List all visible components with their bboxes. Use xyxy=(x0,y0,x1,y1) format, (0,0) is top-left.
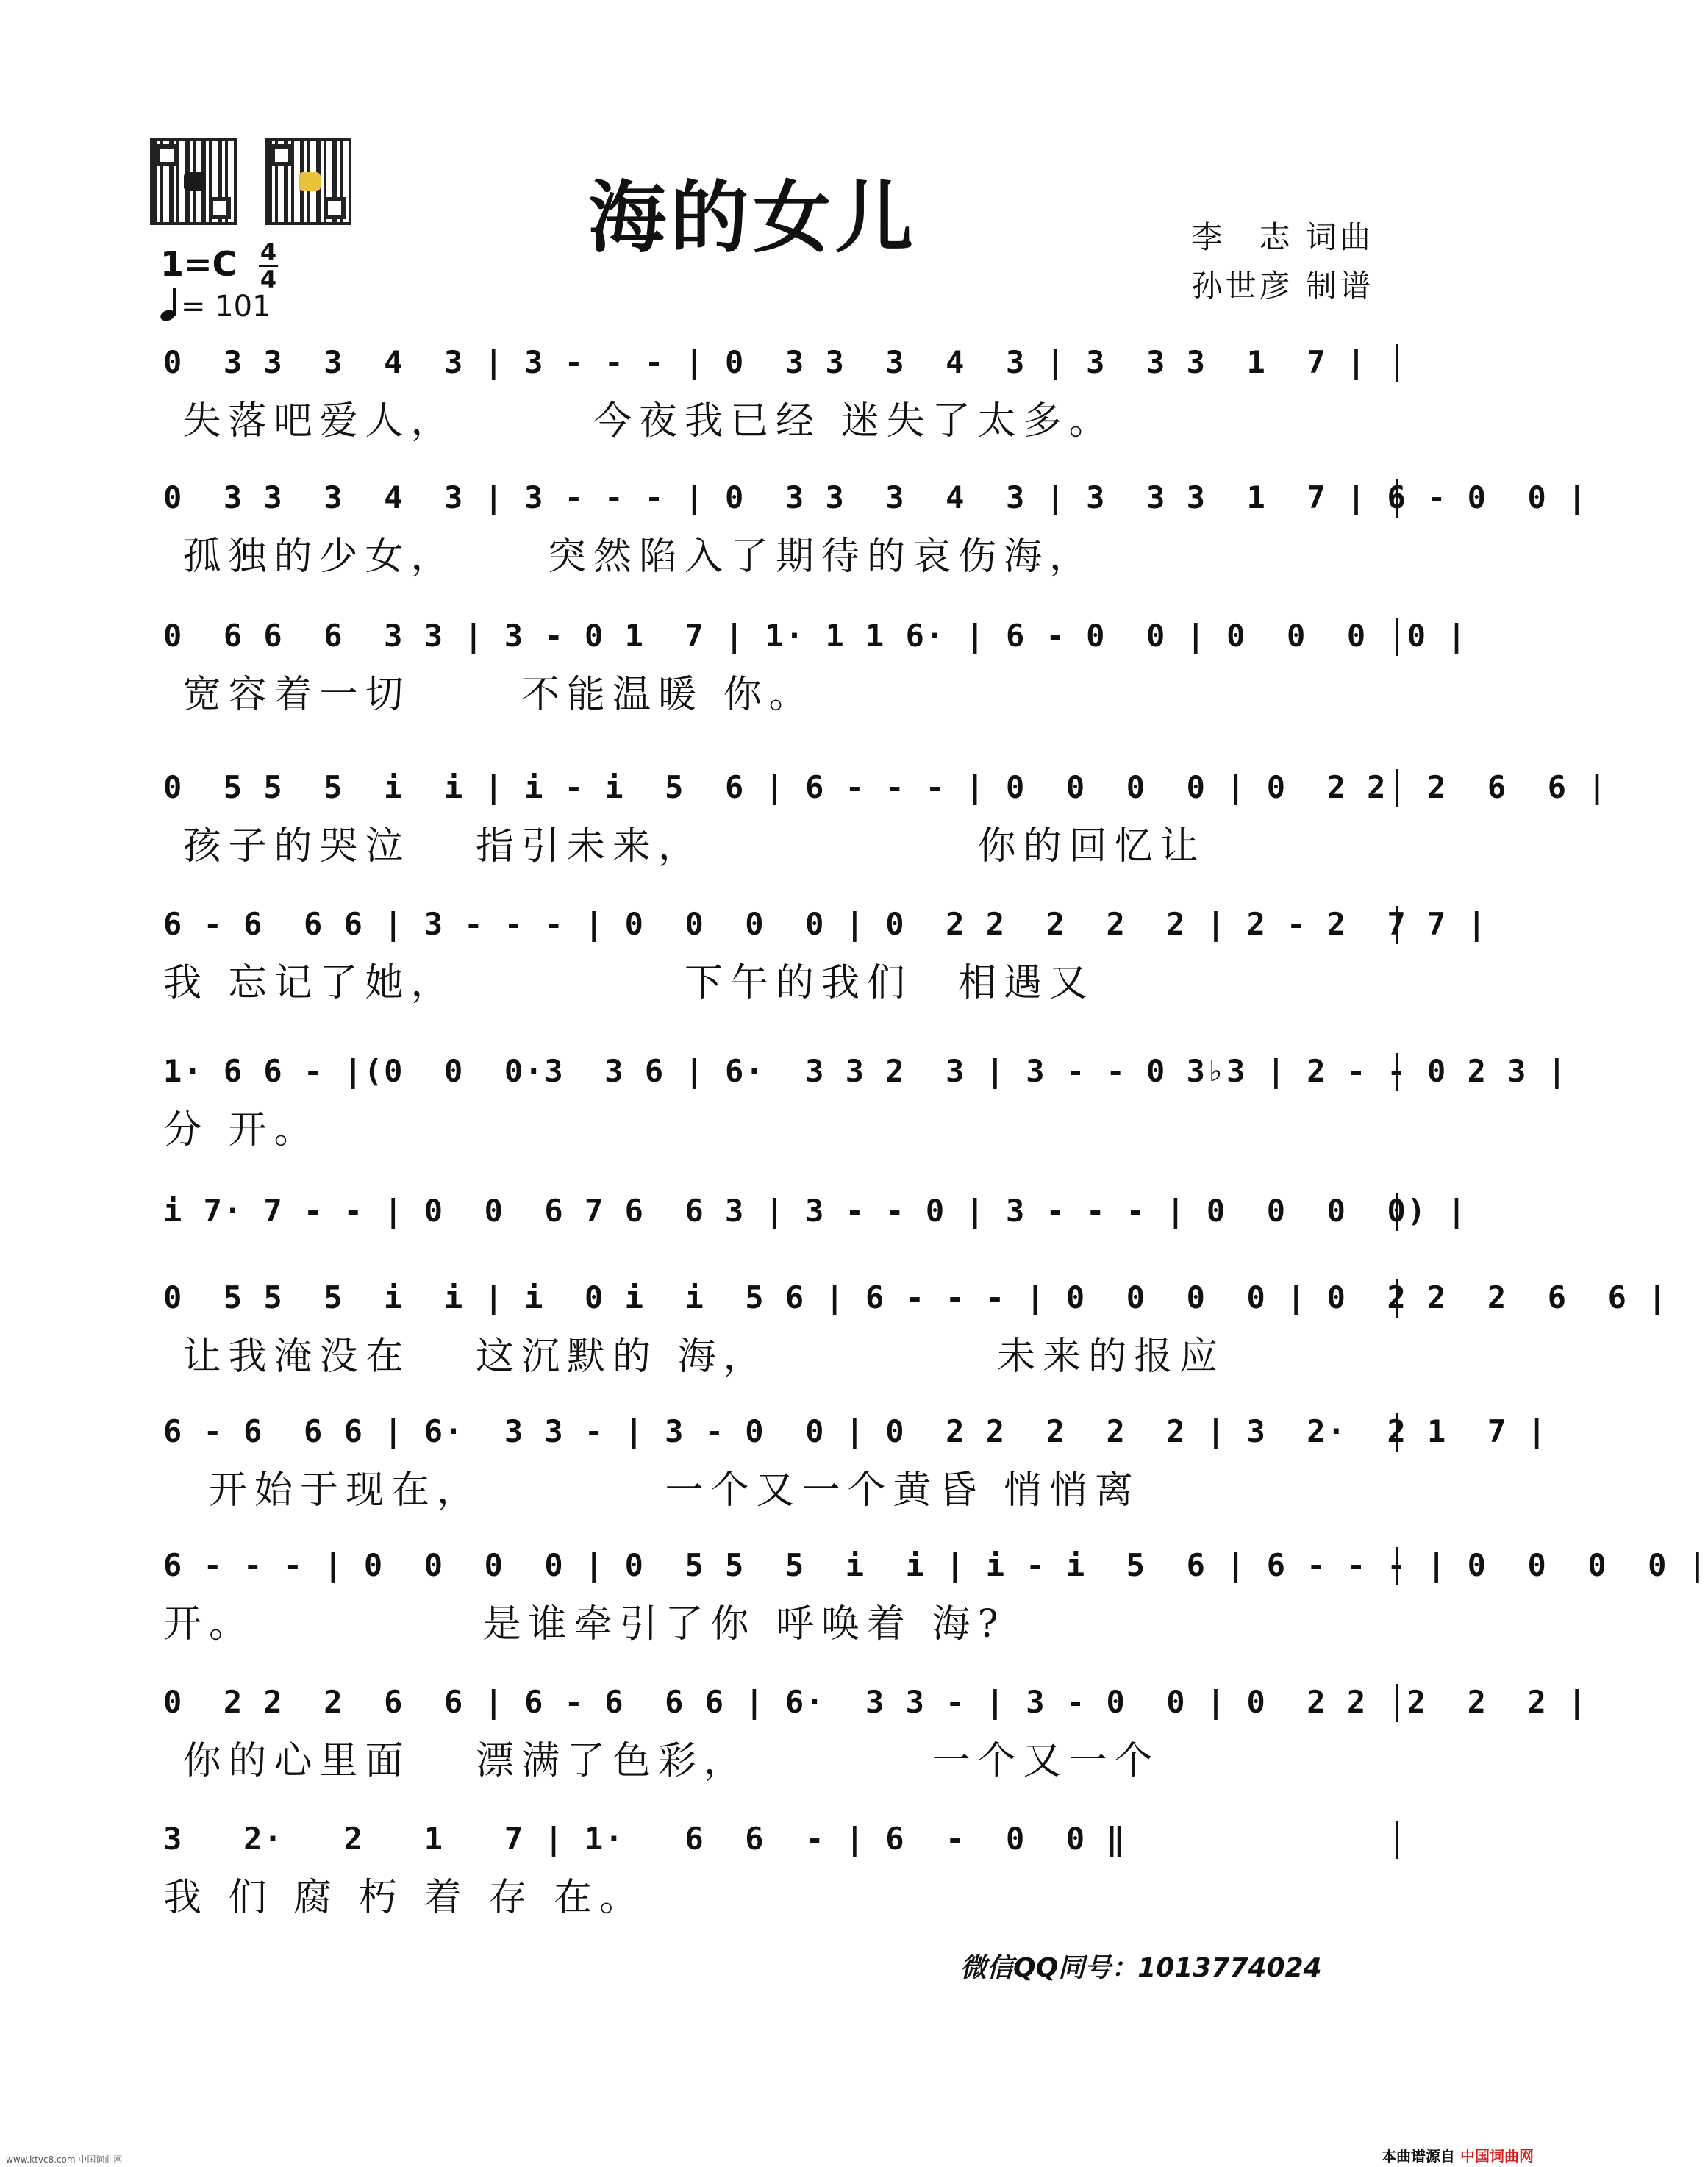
lyric-line: 我 们 腐 朽 着 存 在。 xyxy=(163,1876,646,1920)
score-row xyxy=(163,1413,1548,1514)
contact-info: 微信QQ同号：1013774024 xyxy=(960,1953,1322,1983)
footer-website: www.ktvc8.com 中国词曲网 xyxy=(6,2154,123,2165)
score-row xyxy=(163,1279,1668,1380)
score-row xyxy=(163,344,1398,445)
composer-credit: 李 志 词曲 xyxy=(1191,219,1373,255)
footer-source xyxy=(1382,2144,1534,2166)
lyric-line: 让我淹没在 这沉默的 海， 未来的报应 xyxy=(163,1335,1226,1379)
lyric-line: 开。 是谁牵引了你 呼唤着 海? xyxy=(163,1602,1006,1646)
tempo-value: = 101 xyxy=(181,290,271,324)
score-row xyxy=(163,479,1588,580)
lyric-line: 开始于现在， 一个又一个黄昏 悄悄离 xyxy=(163,1468,1141,1513)
score-row xyxy=(163,906,1487,1007)
notation-line: 0 3 3 3 4 3 | 3 - - - | 0 3 3 3 4 3 | 3 3 3 1 7 | 6 - 0 0 | xyxy=(163,479,1398,518)
song-title: 海的女儿 xyxy=(588,171,918,263)
time-signature-top: 4 xyxy=(260,238,277,266)
score-row xyxy=(163,769,1608,870)
qr-code-wechat xyxy=(150,138,237,225)
score-row xyxy=(163,1547,1708,1648)
score-row xyxy=(163,1821,1398,1921)
transcriber-credit: 孙世彦 制谱 xyxy=(1191,268,1373,304)
footer-source-prefix: 本曲谱源自 xyxy=(1382,2147,1456,2165)
notation-line: 0 6 6 6 3 3 | 3 - 0 1 7 | 1· 1 1 6· | 6 - 0 0 | 0 0 0 0 | xyxy=(163,618,1398,656)
lyric-line: 宽容着一切 不能温暖 你。 xyxy=(163,673,815,717)
notation-line: 6 - - - | 0 0 0 0 | 0 5 5 5 i i | i - i 5 6 | 6 - - - | 0 0 0 0 | xyxy=(163,1547,1398,1585)
notation-line: 6 - 6 6 6 | 6· 3 3 - | 3 - 0 0 | 0 2 2 2 2 2 | 3 2· 2 1 7 | xyxy=(163,1413,1398,1452)
time-signature-bottom: 4 xyxy=(260,265,277,293)
lyric-line: 你的心里面 漂满了色彩， 一个又一个 xyxy=(163,1739,1160,1783)
lyric-line: 孤独的少女， 突然陷入了期待的哀伤海， xyxy=(163,535,1096,579)
tempo-marking xyxy=(160,288,271,324)
notation-line: i 7· 7 - - | 0 0 6 7 6 6 3 | 3 - - 0 | 3 - - - | 0 0 0 0) | xyxy=(163,1193,1398,1231)
score-row xyxy=(163,1684,1588,1785)
footer-source-brand: 中国词曲网 xyxy=(1460,2147,1534,2165)
lyric-line: 孩子的哭泣 指引未来， 你的回忆让 xyxy=(163,824,1206,868)
score-row xyxy=(163,1053,1568,1154)
key-signature: 1=C xyxy=(160,244,237,284)
score-row xyxy=(163,1193,1468,1231)
qr-code-qq xyxy=(265,138,351,225)
lyric-line: 我 忘记了她， 下午的我们 相遇又 xyxy=(163,961,1096,1005)
lyric-line: 失落吧爱人， 今夜我已经 迷失了太多。 xyxy=(163,399,1115,443)
score-row xyxy=(163,618,1468,718)
quarter-note-icon xyxy=(160,288,181,321)
notation-line: 1· 6 6 - |(0 0 0·3 3 6 | 6· 3 3 2 3 | 3 - - 0 3♭3 | 2 - - 0 2 3 | xyxy=(163,1053,1398,1091)
lyric-line: 分 开。 xyxy=(163,1108,320,1152)
notation-line: 6 - 6 6 6 | 3 - - - | 0 0 0 0 | 0 2 2 2 2 2 | 2 - 2 7 7 | xyxy=(163,906,1398,944)
notation-line: 0 3 3 3 4 3 | 3 - - - | 0 3 3 3 4 3 | 3 3 3 1 7 | xyxy=(163,344,1398,382)
time-signature xyxy=(259,240,278,292)
notation-line: 0 5 5 5 i i | i 0 i i 5 6 | 6 - - - | 0 0 0 0 | 0 2 2 2 6 6 | xyxy=(163,1279,1398,1318)
notation-line: 3 2· 2 1 7 | 1· 6 6 - | 6 - 0 0 ‖ xyxy=(163,1821,1398,1859)
notation-line: 0 5 5 5 i i | i - i 5 6 | 6 - - - | 0 0 0 0 | 0 2 2 2 6 6 | xyxy=(163,769,1398,807)
notation-line: 0 2 2 2 6 6 | 6 - 6 6 6 | 6· 3 3 - | 3 - 0 0 | 0 2 2 2 2 2 | xyxy=(163,1684,1398,1722)
